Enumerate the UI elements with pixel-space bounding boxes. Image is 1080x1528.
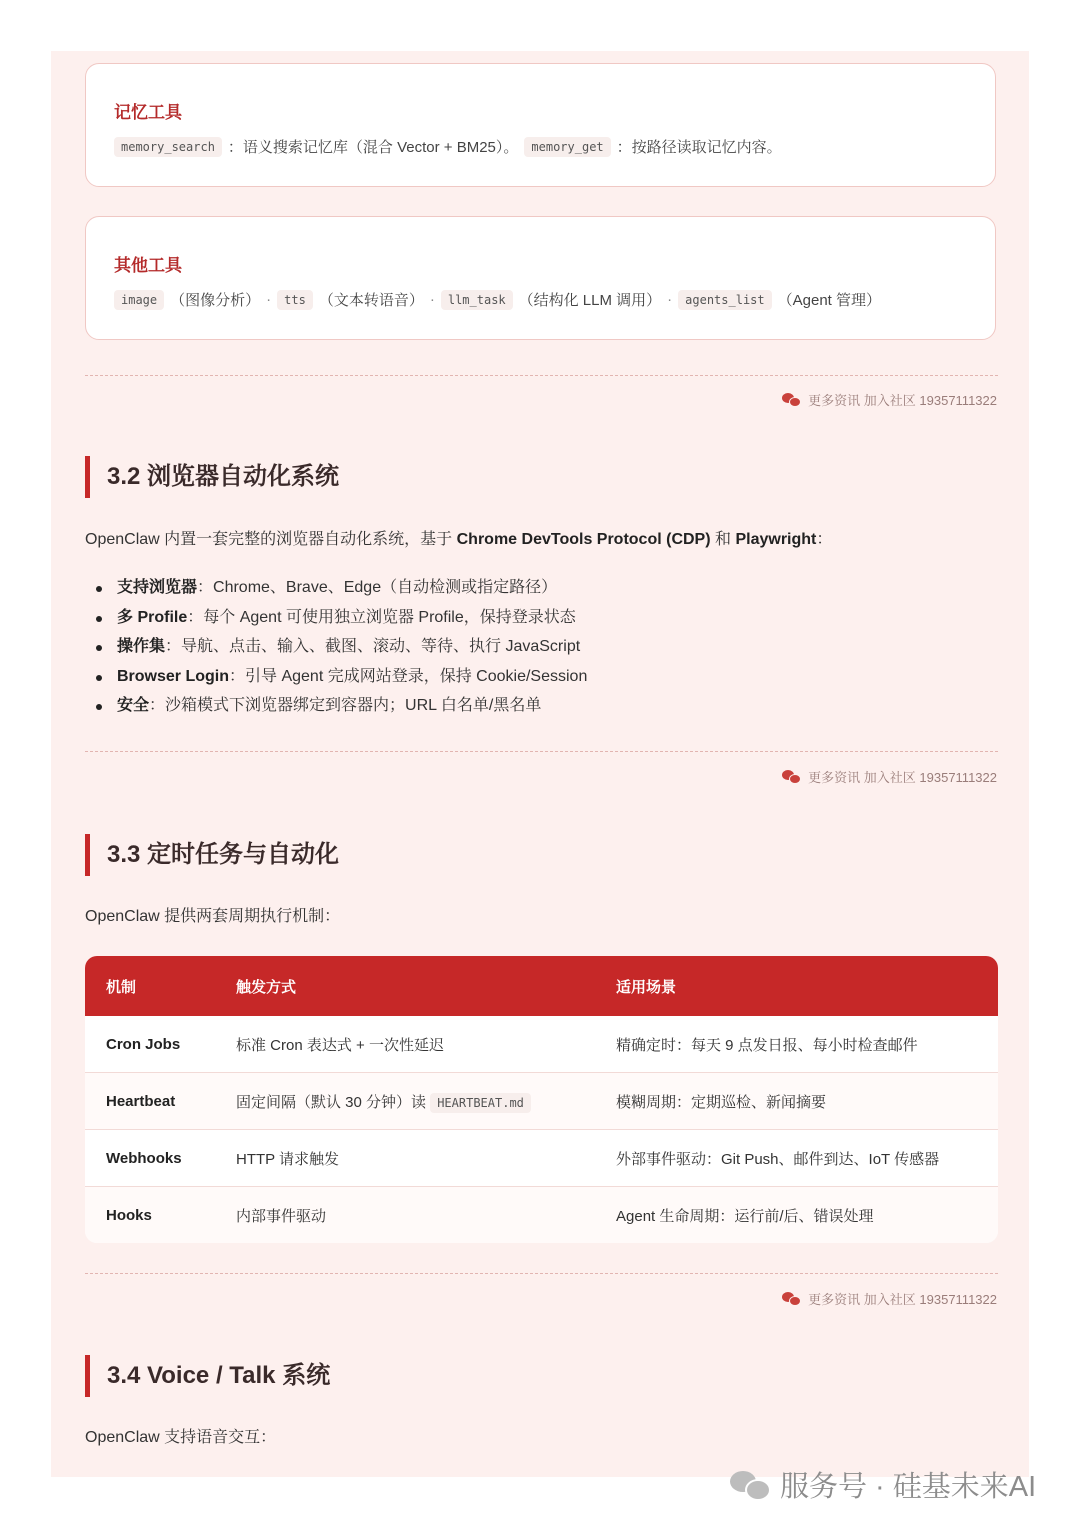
- cell-scene: Agent 生命周期：运行前/后、错误处理: [616, 1207, 874, 1225]
- bullet-label: 多 Profile: [117, 608, 188, 626]
- header-mechanism: 机制: [106, 978, 137, 996]
- wechat-icon: [782, 1292, 800, 1306]
- table-row: [85, 1187, 998, 1243]
- cell-trigger: [236, 1148, 616, 1169]
- section-3-4-intro: OpenClaw 支持语音交互：: [85, 1429, 277, 1446]
- separator: ·: [667, 291, 673, 308]
- list-item: [85, 662, 587, 692]
- cell-trigger: [236, 1034, 616, 1055]
- code-agents-list: agents_list: [678, 290, 771, 310]
- bullet-text: ：引导 Agent 完成网站登录，保持 Cookie/Session: [229, 667, 588, 685]
- community-footnote: [782, 1289, 997, 1308]
- section-3-2-intro: [85, 526, 832, 549]
- cell-scene: 外部事件驱动：Git Push、邮件到达、IoT 传感器: [616, 1150, 940, 1168]
- bullet-label: 支持浏览器: [117, 579, 198, 596]
- dashed-divider: [85, 1273, 998, 1274]
- memory-get-desc: ：按路径读取记忆内容。: [616, 139, 782, 156]
- community-footnote: [782, 390, 997, 409]
- code-memory-get: memory_get: [524, 137, 610, 157]
- list-item: [85, 632, 587, 662]
- dashed-divider: [85, 375, 998, 376]
- code-heartbeat-md: HEARTBEAT.md: [430, 1093, 531, 1113]
- llm-task-desc: （结构化 LLM 调用）: [518, 292, 662, 309]
- cell-scene: 模糊周期：定期巡检、新闻摘要: [616, 1093, 827, 1111]
- footnote-text: 更多资讯 加入社区 19357111322: [808, 393, 997, 408]
- browser-features-list: [85, 573, 587, 721]
- bullet-text: ：Chrome、Brave、Edge（自动检测或指定路径）: [197, 579, 558, 596]
- table-header: [85, 956, 998, 1016]
- table-row: [85, 1130, 998, 1187]
- wechat-icon: [782, 770, 800, 784]
- account-watermark: [730, 1464, 1036, 1505]
- wechat-logo-icon: [730, 1469, 772, 1501]
- trigger-text: 标准 Cron 表达式 + 一次性延迟: [236, 1036, 444, 1054]
- memory-search-desc: ：语义搜索记忆库（混合 Vector + BM25）。: [227, 139, 519, 156]
- intro-text: ：: [816, 531, 833, 548]
- list-item: [85, 691, 587, 721]
- bullet-text: ：沙箱模式下浏览器绑定到容器内；URL 白名单/黑名单: [149, 697, 542, 715]
- bullet-label: 安全: [117, 697, 150, 715]
- bullet-text: ：导航、点击、输入、截图、滚动、等待、执行 JavaScript: [165, 638, 581, 656]
- community-footnote: [782, 767, 997, 786]
- header-trigger: 触发方式: [236, 978, 297, 996]
- footnote-text: 更多资讯 加入社区 19357111322: [808, 1292, 997, 1307]
- memory-tools-card: [85, 63, 996, 187]
- other-tools-card: [85, 216, 996, 340]
- table-row: [85, 1016, 998, 1073]
- cell-trigger: [236, 1205, 616, 1226]
- schedule-table: [85, 956, 998, 1243]
- bullet-label: 操作集: [117, 638, 166, 656]
- section-title-3-3: 3.3 定时任务与自动化: [85, 834, 339, 876]
- card-title: 记忆工具: [114, 103, 182, 122]
- dashed-divider: [85, 751, 998, 752]
- bullet-label: Browser Login: [117, 667, 230, 685]
- intro-text: OpenClaw 内置一套完整的浏览器自动化系统，基于: [85, 531, 457, 548]
- tts-desc: （文本转语音）: [318, 292, 424, 309]
- cell-mechanism: Heartbeat: [106, 1092, 176, 1110]
- list-item: [85, 573, 587, 603]
- separator: ·: [429, 291, 435, 308]
- cell-mechanism: Cron Jobs: [106, 1035, 181, 1053]
- card-body: [114, 136, 782, 157]
- intro-bold-cdp: Chrome DevTools Protocol (CDP): [456, 531, 711, 548]
- card-title: 其他工具: [114, 256, 182, 275]
- watermark-text: 服务号 · 硅基未来AI: [780, 1471, 1037, 1503]
- card-body: [114, 289, 881, 310]
- wechat-icon: [782, 393, 800, 407]
- cell-mechanism: Webhooks: [106, 1149, 182, 1167]
- trigger-text: 内部事件驱动: [236, 1207, 327, 1225]
- header-scene: 适用场景: [616, 978, 677, 996]
- trigger-text: 固定间隔（默认 30 分钟）读: [236, 1093, 431, 1111]
- trigger-text: HTTP 请求触发: [236, 1150, 340, 1168]
- bullet-text: ：每个 Agent 可使用独立浏览器 Profile，保持登录状态: [187, 608, 576, 626]
- intro-bold-playwright: Playwright: [735, 531, 817, 548]
- section-title-3-2: 3.2 浏览器自动化系统: [85, 456, 339, 498]
- code-tts: tts: [277, 290, 313, 310]
- intro-text: 和: [710, 531, 736, 548]
- separator: ·: [266, 291, 272, 308]
- document-page: [51, 51, 1029, 1477]
- cell-trigger: [236, 1091, 616, 1112]
- cell-scene: 精确定时：每天 9 点发日报、每小时检查邮件: [616, 1036, 918, 1054]
- section-title-3-4: 3.4 Voice / Talk 系统: [85, 1355, 330, 1397]
- cell-mechanism: Hooks: [106, 1206, 152, 1224]
- footnote-text: 更多资讯 加入社区 19357111322: [808, 770, 997, 785]
- agents-list-desc: （Agent 管理）: [777, 292, 882, 309]
- table-row: [85, 1073, 998, 1130]
- list-item: [85, 603, 587, 633]
- image-desc: （图像分析）: [170, 292, 261, 309]
- code-image: image: [114, 290, 164, 310]
- code-memory-search: memory_search: [114, 137, 222, 157]
- section-3-3-intro: OpenClaw 提供两套周期执行机制：: [85, 908, 341, 925]
- code-llm-task: llm_task: [441, 290, 513, 310]
